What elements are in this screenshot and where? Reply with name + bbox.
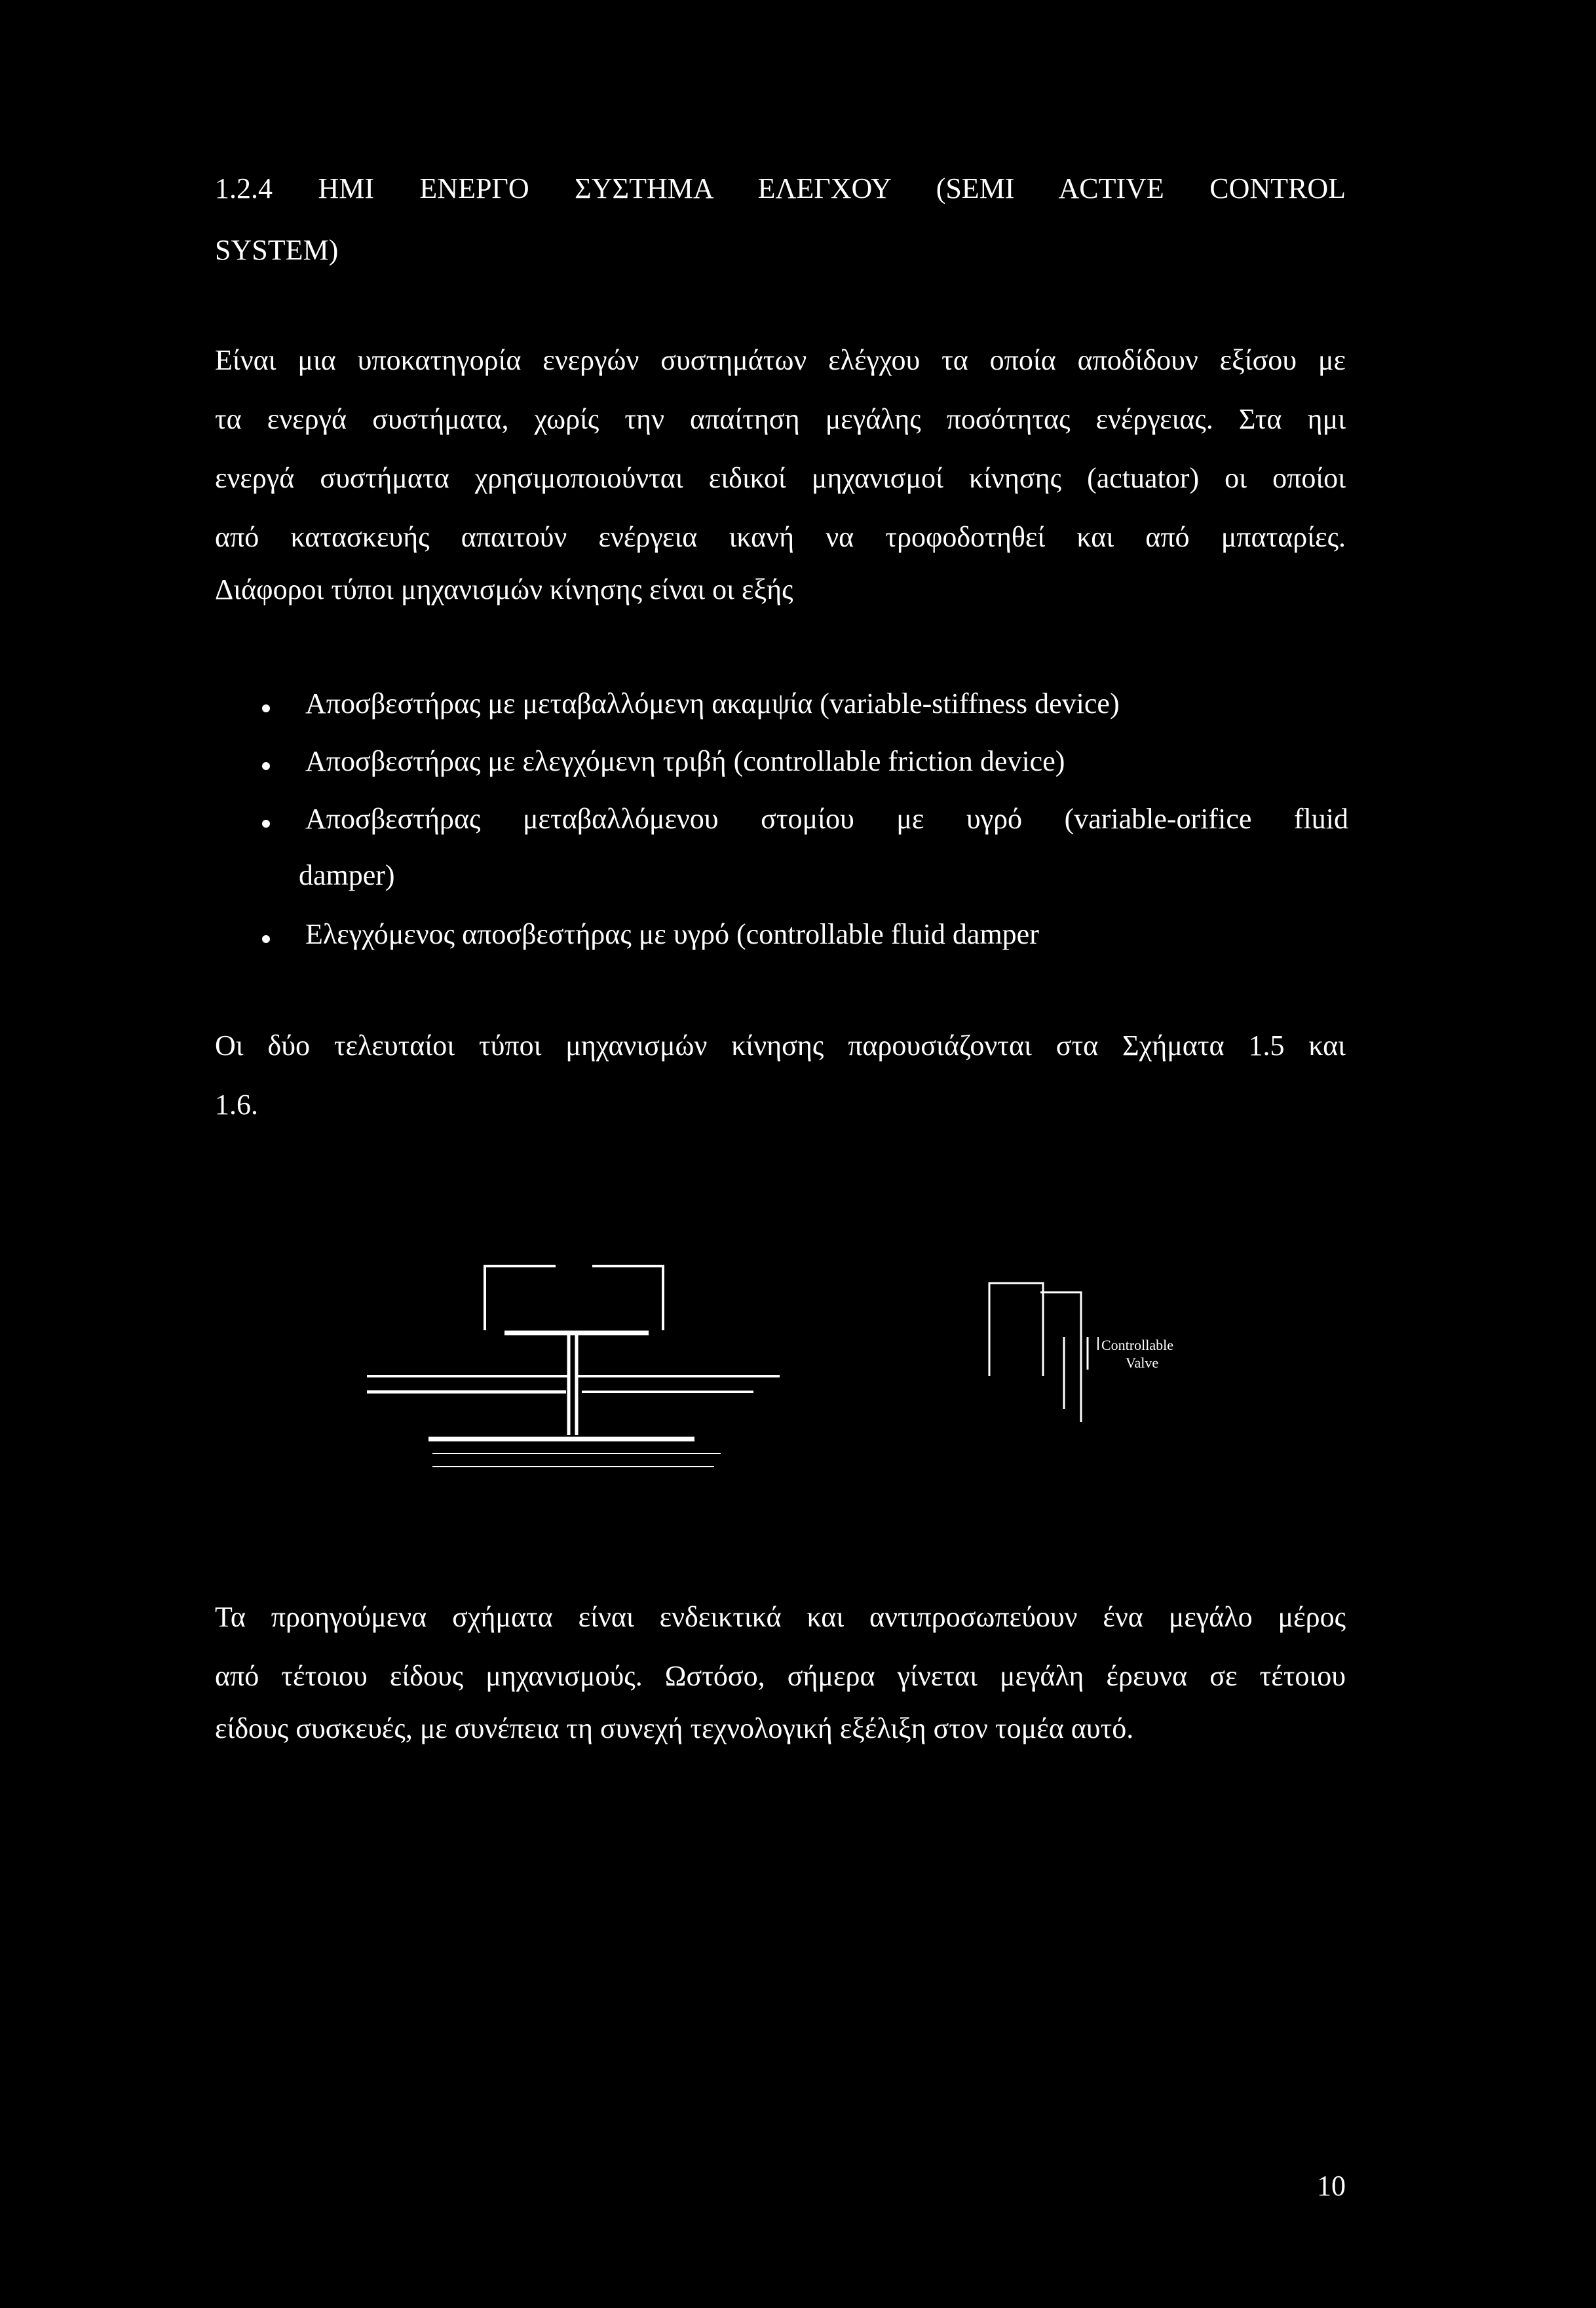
bullet-text-continuation: damper) [299,859,395,891]
figure-right-valve-diagram [989,1283,1098,1422]
figure-label-controllable: Controllable [1101,1337,1173,1353]
closing-paragraph-line-3: είδους συσκευές, με συνέπεια τη συνεχή τεχνολογική εξέλιξη στον τομέα αυτό. [215,1712,1134,1744]
intro-paragraph-line-3: ενεργά συστήματα χρησιμοποιούνται ειδικοί μηχανισμοί κίνησης (actuator) οι οποίοι [215,462,1346,494]
section-heading-line-1: 1.2.4 ΗΜΙ ΕΝΕΡΓΟ ΣΥΣΤΗΜΑ ΕΛΕΓΧΟΥ (SEMI ACTIVE CONTROL [215,172,1346,204]
figure-label-valve: Valve [1126,1355,1159,1371]
closing-paragraph-line-1: Τα προηγούμενα σχήματα είναι ενδεικτικά και αντιπροσωπεύουν ένα μεγάλο μέρος [215,1601,1346,1633]
bullet-text: Αποσβεστήρας με μεταβαλλόμενη ακαμψία (variable-stiffness device) [305,687,1120,720]
bullet-text: Αποσβεστήρας με ελεγχόμενη τριβή (controllable friction device) [305,745,1065,777]
intro-paragraph-line-2: τα ενεργά συστήματα, χωρίς την απαίτηση μεγάλης ποσότητας ενέργειας. Στα ημι [215,403,1346,435]
intro-paragraph-line-4: από κατασκευής απαιτούν ενέργεια ικανή να τροφοδοτηθεί και από μπαταρίες. [215,521,1346,553]
bullet-text: Αποσβεστήρας μεταβαλλόμενου στομίου με υγρό (variable-orifice fluid [305,803,1348,835]
figure-left-damper-diagram [367,1266,780,1467]
bullet-text: Ελεγχόμενος αποσβεστήρας με υγρό (controllable fluid damper [305,918,1039,950]
section-heading-line-2: SYSTEM) [215,234,339,266]
figures-intro-line-1: Οι δύο τελευταίοι τύποι μηχανισμών κίνησης παρουσιάζονται στα Σχήματα 1.5 και [215,1029,1346,1062]
page-number: 10 [1317,2170,1346,2202]
closing-paragraph-line-2: από τέτοιου είδους μηχανισμούς. Ωστόσο, σήμερα γίνεται μεγάλη έρευνα σε τέτοιου [215,1660,1346,1692]
figures-intro-line-2: 1.6. [215,1088,258,1121]
intro-paragraph-line-5: Διάφοροι τύποι μηχανισμών κίνησης είναι οι εξής [215,573,793,606]
intro-paragraph-line-1: Είναι μια υποκατηγορία ενεργών συστημάτων ελέγχου τα οποία αποδίδουν εξίσου με [215,344,1346,376]
